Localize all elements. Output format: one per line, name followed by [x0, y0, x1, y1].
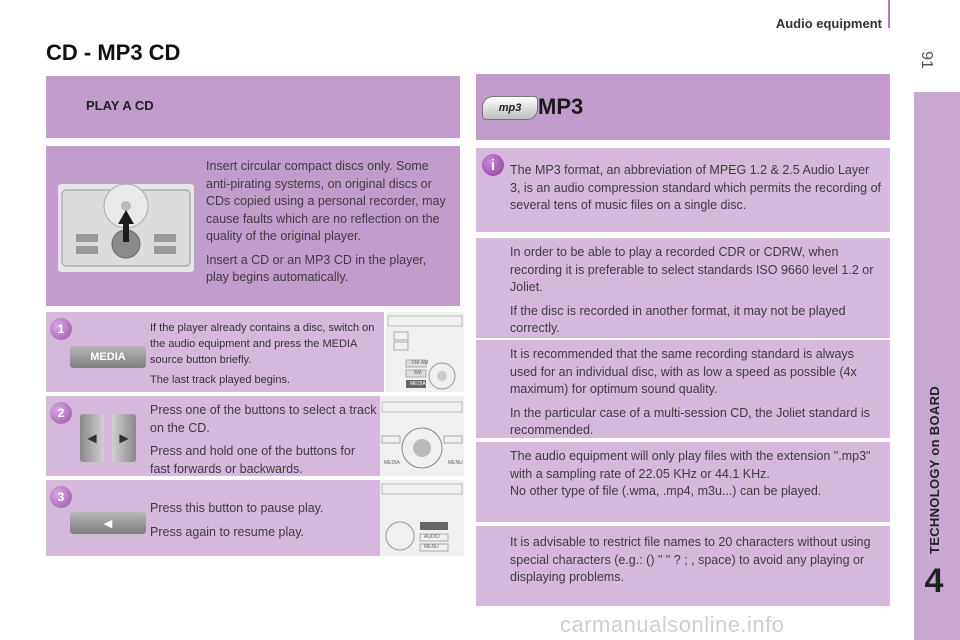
running-header: Audio equipment — [775, 16, 882, 31]
step-3-panel — [46, 480, 384, 556]
pause-icon: ◀ — [103, 517, 113, 530]
step-2-badge: 2 — [50, 402, 72, 424]
mp3-block-3 — [476, 442, 890, 522]
side-tab — [914, 92, 960, 640]
step-2-text — [150, 402, 378, 484]
unit-label-menu-2: MENU — [424, 544, 439, 550]
step-1-text — [150, 320, 378, 388]
mp3-block-3-paragraph-2: No other type of file (.wma, .mp4, m3u...) can be played. — [510, 484, 822, 498]
intro-paragraph-2: Insert a CD or an MP3 CD in the player, play begins automatically. — [206, 252, 427, 284]
unit-label-fm: FM·AM — [412, 360, 429, 366]
step-1-paragraph-2: The last track played begins. — [150, 374, 291, 386]
mp3-block-1-text — [510, 244, 882, 344]
mp3-block-4-text: It is advisable to restrict file names to 20 characters without using special characters (e.g.: () " " ? ; , space) to avoid any playing or displaying problems. — [510, 535, 871, 584]
play-cd-heading: PLAY A CD — [86, 98, 154, 113]
step-3-badge: 3 — [50, 486, 72, 508]
step-1-badge: 1 — [50, 318, 72, 340]
radio-unit-illustration-2 — [380, 396, 464, 476]
watermark: carmanualsonline.info — [560, 612, 785, 637]
step-1-panel — [46, 312, 384, 392]
chevron-left-icon: ◀ — [87, 431, 97, 445]
page-title: CD - MP3 CD — [46, 40, 181, 65]
step-2-paragraph-1: Press one of the buttons to select a track on the CD. — [150, 403, 377, 435]
unit-label-media-2: MEDIA — [384, 460, 400, 466]
intro-text — [206, 158, 450, 293]
pause-button-illustration[interactable] — [70, 512, 146, 534]
mp3-block-2 — [476, 340, 890, 438]
media-button-illustration[interactable]: MEDIA — [70, 346, 146, 368]
chevron-right-icon: ▶ — [119, 431, 129, 445]
seek-back-button-illustration[interactable] — [80, 414, 104, 462]
chapter-number: 4 — [924, 562, 944, 600]
step-3-text — [150, 500, 378, 547]
mp3-heading: MP3 — [538, 94, 584, 119]
page-number: 91 — [918, 51, 935, 69]
play-cd-heading-panel — [46, 76, 460, 138]
mp3-block-2-text — [510, 346, 882, 446]
mp3-logo-icon: mp3 — [482, 96, 538, 120]
seek-forward-button-illustration[interactable] — [112, 414, 136, 462]
intro-paragraph-1: Insert circular compact discs only. Some anti-pirating systems, on original discs or CDs copied using a personal recorder, may cause faults which are no reflection on the quality of the original player. — [206, 159, 446, 243]
mp3-block-3-text — [510, 448, 882, 501]
mp3-info-text: The MP3 format, an abbreviation of MPEG 1.2 & 2.5 Audio Layer 3, is an audio compression standard which permits the recording of several tens of music files on a single disc. — [510, 163, 882, 212]
info-icon: i — [482, 154, 504, 176]
unit-label-audio: AUDIO — [424, 534, 440, 540]
step-3-paragraph-2: Press again to resume play. — [150, 524, 305, 539]
mp3-block-1-paragraph-2: If the disc is recorded in another format, it may not be played correctly. — [510, 303, 846, 335]
mp3-heading-panel — [476, 74, 890, 140]
mp3-block-1 — [476, 238, 890, 338]
mp3-block-1-paragraph-1: In order to be able to play a recorded CDR or CDRW, when recording it is preferable to select standards ISO 9660 level 1.2 or Joliet. — [510, 245, 874, 294]
cd-player-illustration — [58, 184, 194, 272]
radio-unit-illustration-1 — [386, 312, 464, 392]
step-2-paragraph-2: Press and hold one of the buttons for fast forwards or backwards. — [150, 444, 355, 476]
step-2-panel — [46, 396, 384, 476]
mp3-info-panel — [476, 148, 890, 232]
radio-unit-illustration-3 — [380, 480, 464, 556]
side-tab-label: TECHNOLOGY on BOARD — [927, 386, 942, 554]
unit-label-am: AM — [414, 370, 422, 376]
intro-panel — [46, 146, 460, 306]
header-rule — [888, 0, 890, 28]
step-1-paragraph-1: If the player already contains a disc, switch on the audio equipment and press the MEDIA source button briefly. — [150, 322, 375, 366]
mp3-block-2-paragraph-2: In the particular case of a multi-session CD, the Joliet standard is recommended. — [510, 405, 870, 437]
step-3-paragraph-1: Press this button to pause play. — [150, 501, 324, 515]
unit-label-media: MEDIA — [410, 381, 426, 387]
mp3-block-3-paragraph-1: The audio equipment will only play files with the extension ".mp3" with a sampling rate of 22.05 KHz or 44.1 KHz. — [510, 449, 871, 481]
unit-label-menu: MENU — [448, 460, 463, 466]
mp3-block-4 — [476, 526, 890, 606]
mp3-block-2-paragraph-1: It is recommended that the same recording standard is always used for an individual disc, with as low a speed as possible (4x maximum) for optimum sound quality. — [510, 347, 857, 396]
